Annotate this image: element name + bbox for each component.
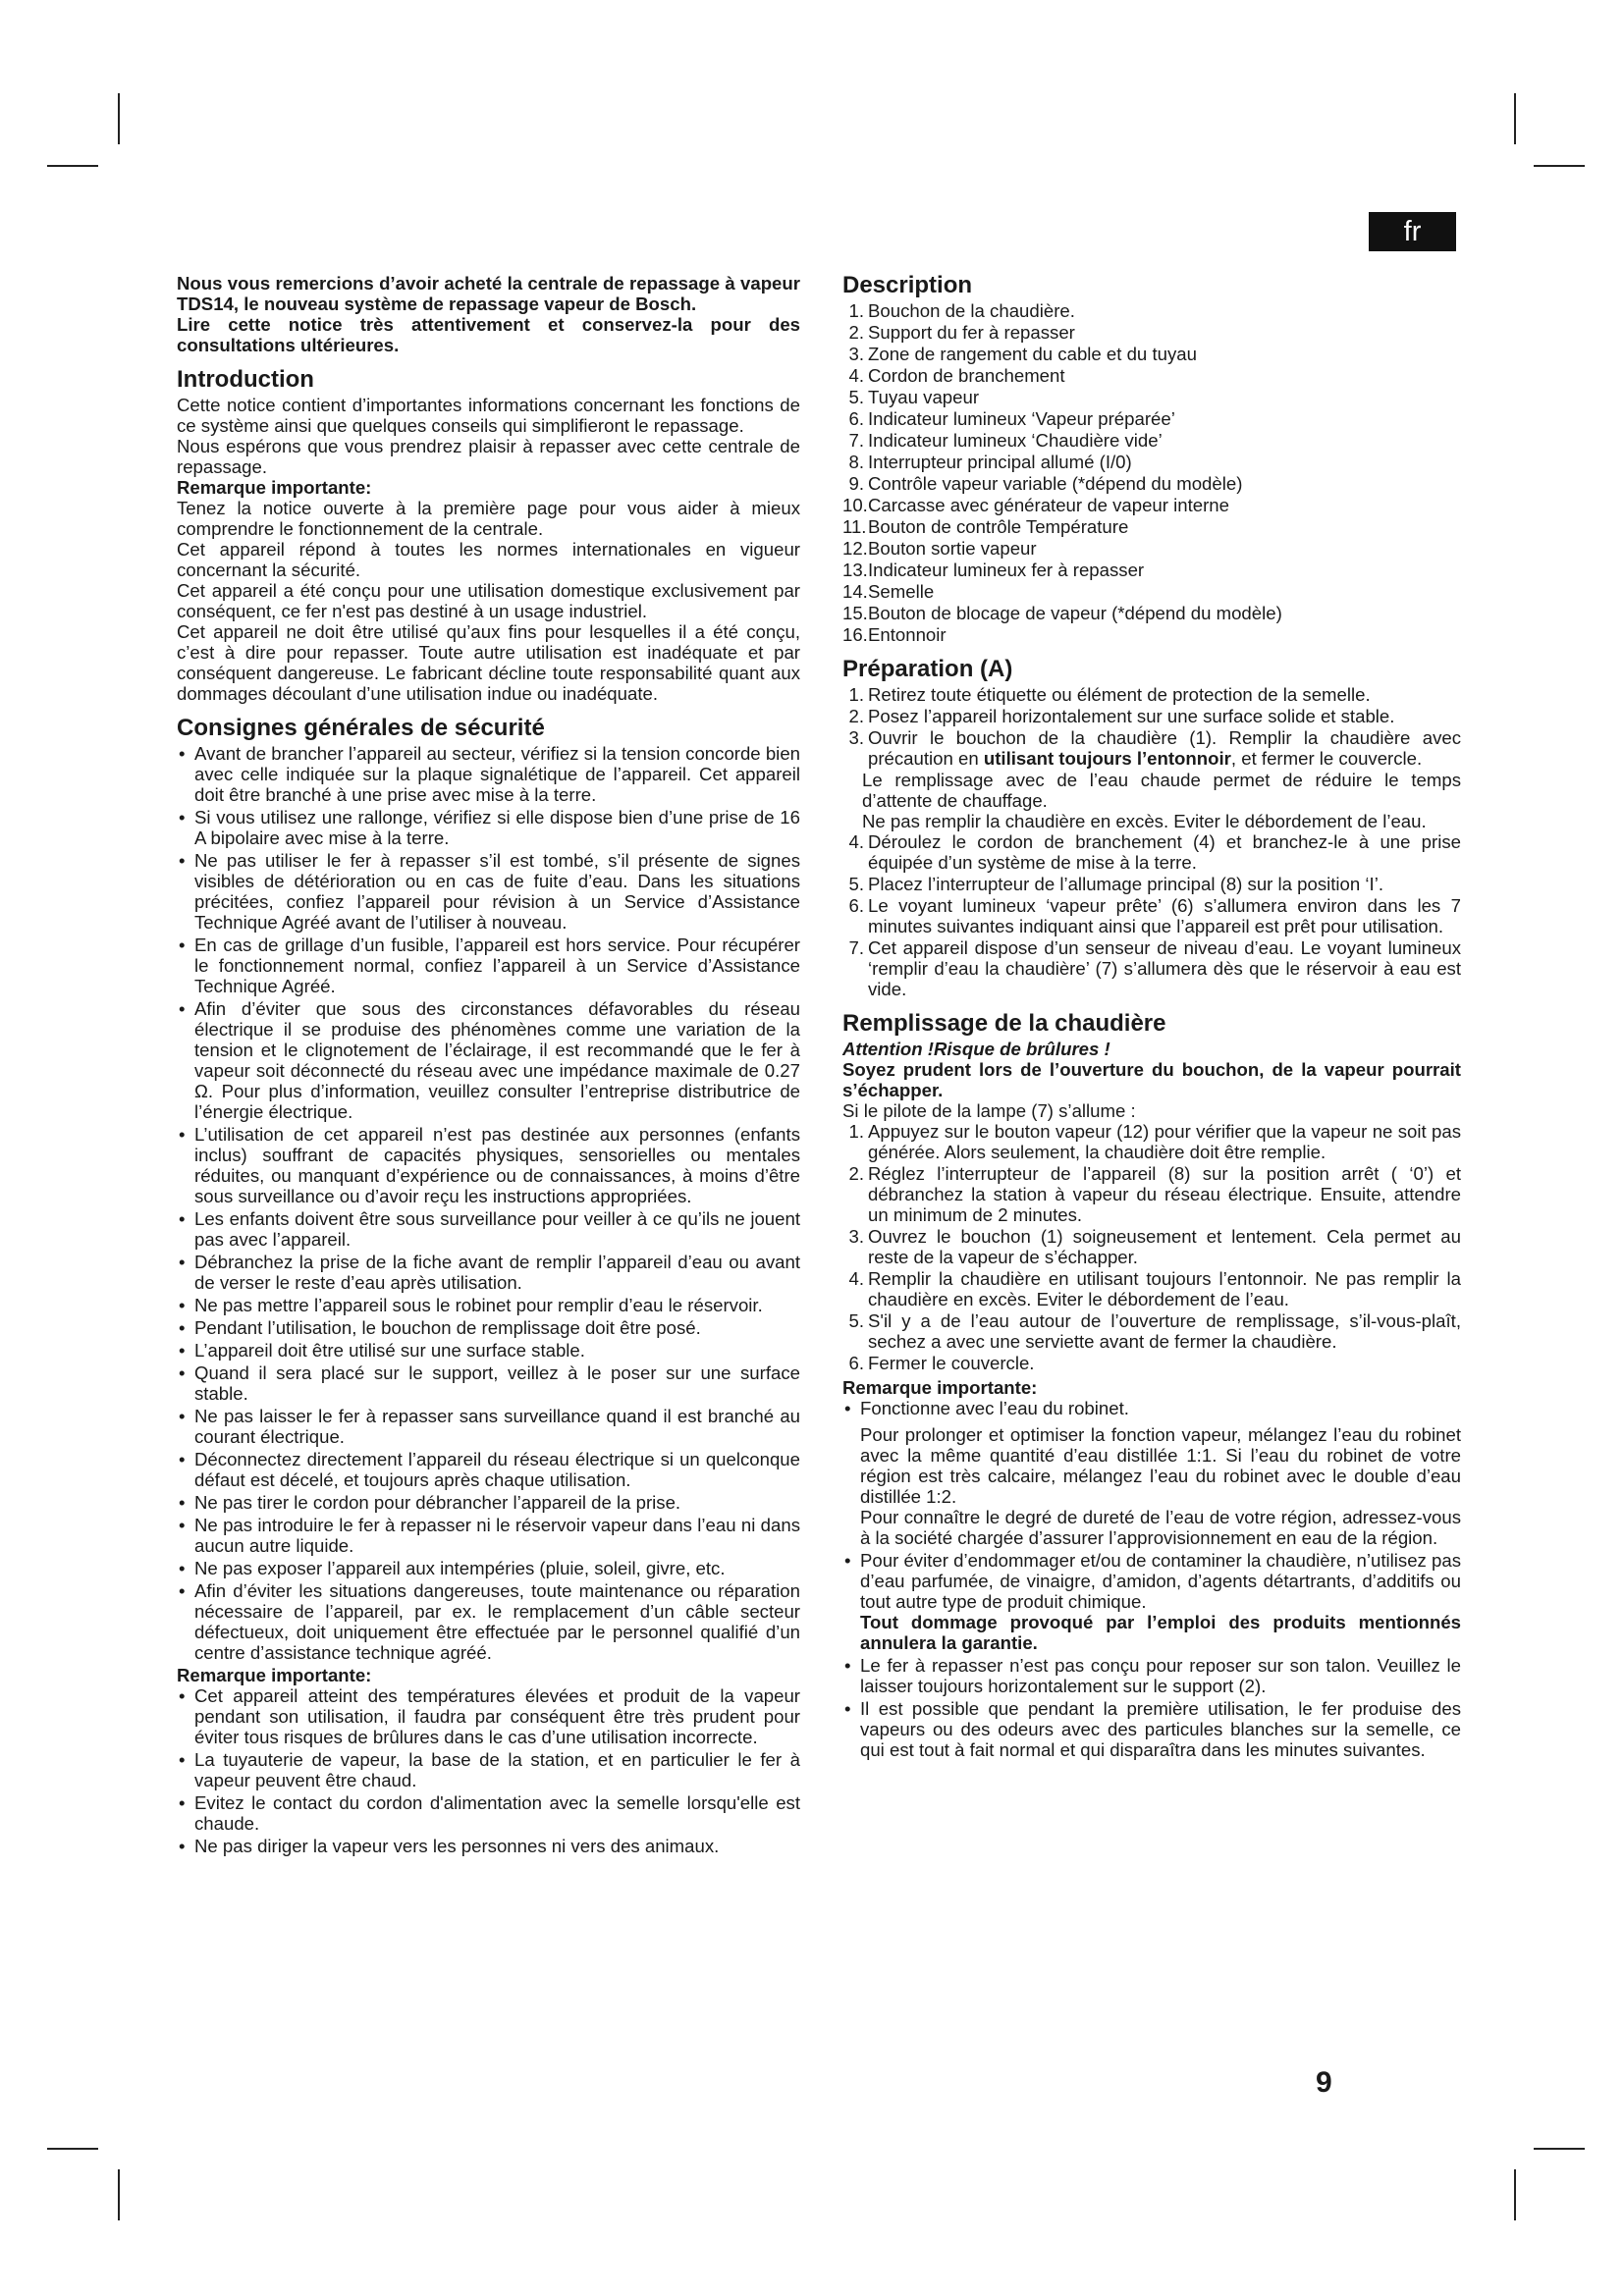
list-item: 1. Appuyez sur le bouton vapeur (12) pour vérifier que la vapeur ne soit pas générée. Alors seulement, la chaudière doit être remplie. bbox=[848, 1121, 1461, 1162]
remark-paragraph: Cet appareil ne doit être utilisé qu’aux fins pour lesquelles il a été conçu, c’est à dire pour repasser. Toute autre utilisation est inadéquate et par conséquent dangereuse. Le fabricant décline toute responsabilité quant aux dommages découlant d’une utilisation indue ou inadéquate. bbox=[177, 621, 800, 704]
filling-list bbox=[842, 1121, 1461, 1373]
list-item: • Les enfants doivent être sous surveillance pour veiller à ce qu’ils ne jouent pas avec l’appareil. bbox=[177, 1208, 800, 1250]
list-item: 7. Cet appareil dispose d’un senseur de niveau d’eau. Le voyant lumineux ‘remplir d’eau la chaudière’ (7) s’allumera dès que le réservoir à eau est vide. bbox=[848, 937, 1461, 999]
list-item: • Ne pas laisser le fer à repasser sans surveillance quand il est branché au courant électrique. bbox=[177, 1406, 800, 1447]
remark-heading: Remarque importante: bbox=[177, 477, 372, 498]
warranty-warning: Tout dommage provoqué par l’emploi des produits mentionnés annulera la garantie. bbox=[860, 1612, 1461, 1653]
list-item: 9. Contrôle vapeur variable (*dépend du modèle) bbox=[848, 473, 1243, 494]
list-item: 12. Bouton sortie vapeur bbox=[842, 538, 1037, 559]
list-item: 7. Indicateur lumineux ‘Chaudière vide’ bbox=[848, 430, 1163, 451]
list-item: 4. Déroulez le cordon de branchement (4) et branchez-le à une prise équipée d’un système de mise à la terre. bbox=[848, 831, 1461, 873]
list-item: • Ne pas mettre l’appareil sous le robinet pour remplir d’eau le réservoir. bbox=[177, 1295, 800, 1315]
remark-list bbox=[177, 1685, 800, 1856]
filling-intro: Si le pilote de la lampe (7) s’allume : bbox=[842, 1100, 1136, 1121]
crop-mark bbox=[47, 2148, 98, 2150]
crop-mark bbox=[1514, 93, 1516, 144]
list-item: • Afin d’éviter les situations dangereuses, toute maintenance ou réparation nécessaire de l’appareil, par ex. le remplacement d’un câble secteur défectueux, doit uniquement être effectuée par le personnel qualifié d’un centre d’assistance technique agréé. bbox=[177, 1580, 800, 1663]
list-item: • Le fer à repasser n’est pas conçu pour reposer sur son talon. Veuillez le laisser toujours horizontalement sur le support (2). bbox=[842, 1655, 1461, 1696]
list-item: 11. Bouton de contrôle Température bbox=[842, 516, 1129, 537]
language-tab: fr bbox=[1369, 212, 1456, 251]
remark-paragraph: Pour prolonger et optimiser la fonction vapeur, mélangez l’eau du robinet avec la même quantité d’eau distillée 1:1. Si l’eau du robinet de votre région est très calcaire, mélangez l’eau du robinet avec le double d’eau distillée 1:2. bbox=[860, 1424, 1461, 1507]
list-item: 3. Ouvrir le bouchon de la chaudière (1). Remplir la chaudière avec précaution en utilisant toujours l’entonnoir, et fermer le couvercle. bbox=[848, 727, 1461, 769]
list-item: 6. Indicateur lumineux ‘Vapeur préparée’ bbox=[848, 408, 1175, 429]
burn-warning: Attention !Risque de brûlures ! bbox=[842, 1039, 1110, 1059]
crop-mark bbox=[1534, 165, 1585, 167]
preparation-list bbox=[842, 684, 1461, 769]
remark-paragraph: Pour connaître le degré de dureté de l’eau de votre région, adressez-vous à la société chargée d’assurer l’approvisionnement en eau de la région. bbox=[860, 1507, 1461, 1548]
list-item: • Evitez le contact du cordon d'alimentation avec la semelle lorsqu'elle est chaude. bbox=[177, 1792, 800, 1834]
list-item: • En cas de grillage d’un fusible, l’appareil est hors service. Pour récupérer le fonctionnement normal, confiez l’appareil à un Service d’Assistance Technique Agréé. bbox=[177, 934, 800, 996]
list-item: 1. Retirez toute étiquette ou élément de protection de la semelle. bbox=[848, 684, 1371, 705]
list-item: • Pour éviter d’endommager et/ou de contaminer la chaudière, n’utilisez pas d’eau parfumée, de vinaigre, d’amidon, d’agents détartrants, d’additifs ou tout autre type de produit chimique. Tout dommage provoqué par l’emploi des produits mentionnés annulera la garantie. bbox=[842, 1550, 1461, 1653]
list-item: 6. Le voyant lumineux ‘vapeur prête’ (6) s’allumera environ dans les 7 minutes suivantes indiquant ainsi que l’appareil est prêt pour utilisation. bbox=[848, 895, 1461, 936]
list-item: 2. Support du fer à repasser bbox=[848, 322, 1075, 343]
page-number: 9 bbox=[1316, 2066, 1332, 2099]
list-item: • Ne pas utiliser le fer à repasser s’il est tombé, s’il présente de signes visibles de détérioration ou en cas de fuite d’eau. Dans les situations précitées, confiez l’appareil pour révision à un Service d’Assistance Technique Agréé avant de l’utiliser à nouveau. bbox=[177, 850, 800, 933]
remark-paragraph: Tenez la notice ouverte à la première page pour vous aider à mieux comprendre le fonctionnement de la centrale. bbox=[177, 498, 800, 539]
list-item: • Fonctionne avec l’eau du robinet. Pour prolonger et optimiser la fonction vapeur, mélangez l’eau du robinet avec la même quantité d’eau distillée 1:1. Si l’eau du robinet de votre région est très calcaire, mélangez l’eau du robinet avec le double d’eau distillée 1:2. Pour connaître le degré de dureté de l’eau de votre région, adressez-vous à la société chargée d’assurer l’approvisionnement en eau de la région. bbox=[842, 1398, 1461, 1548]
crop-mark bbox=[47, 165, 98, 167]
intro-paragraph: Nous espérons que vous prendrez plaisir à repasser avec cette centrale de repassage. bbox=[177, 436, 800, 477]
list-item: • La tuyauterie de vapeur, la base de la station, et en particulier le fer à vapeur peuvent être chaud. bbox=[177, 1749, 800, 1790]
list-item: 3. Ouvrez le bouchon (1) soigneusement et lentement. Cela permet au reste de la vapeur de s’échapper. bbox=[848, 1226, 1461, 1267]
list-item: 14. Semelle bbox=[842, 581, 935, 602]
list-item: • Ne pas introduire le fer à repasser ni le réservoir vapeur dans l’eau ni dans aucun autre liquide. bbox=[177, 1515, 800, 1556]
preparation-note: Ne pas remplir la chaudière en excès. Eviter le débordement de l’eau. bbox=[862, 811, 1427, 831]
list-item: • Cet appareil atteint des températures élevées et produit de la vapeur pendant son utilisation, il faudra par conséquent être très prudent pour éviter tous risques de brûlures dans le cas d’une utilisation incorrecte. bbox=[177, 1685, 800, 1747]
crop-mark bbox=[118, 2169, 120, 2220]
crop-mark bbox=[118, 93, 120, 144]
list-item: 2. Posez l’appareil horizontalement sur une surface solide et stable. bbox=[848, 706, 1395, 726]
list-item: 8. Interrupteur principal allumé (I/0) bbox=[848, 452, 1132, 472]
safety-heading: Consignes générales de sécurité bbox=[177, 715, 545, 741]
list-item: • L’appareil doit être utilisé sur une surface stable. bbox=[177, 1340, 800, 1361]
intro-thanks: Nous vous remercions d’avoir acheté la centrale de repassage à vapeur TDS14, le nouveau système de repassage vapeur de Bosch. bbox=[177, 273, 800, 314]
list-item: 6. Fermer le couvercle. bbox=[848, 1353, 1035, 1373]
introduction-heading: Introduction bbox=[177, 366, 314, 393]
list-item: • Débranchez la prise de la fiche avant de remplir l’appareil d’eau ou avant de verser le reste d’eau après utilisation. bbox=[177, 1252, 800, 1293]
description-heading: Description bbox=[842, 272, 973, 298]
filling-heading: Remplissage de la chaudière bbox=[842, 1010, 1166, 1037]
list-item: 10. Carcasse avec générateur de vapeur interne bbox=[842, 495, 1229, 515]
list-item: 3. Zone de rangement du cable et du tuyau bbox=[848, 344, 1197, 364]
crop-mark bbox=[1534, 2148, 1585, 2150]
crop-mark bbox=[1514, 2169, 1516, 2220]
list-item: 16. Entonnoir bbox=[842, 624, 947, 645]
list-item: • Si vous utilisez une rallonge, vérifiez si elle dispose bien d’une prise de 16 A bipolaire avec mise à la terre. bbox=[177, 807, 800, 848]
list-item: 2. Réglez l’interrupteur de l’appareil (8) sur la position arrêt ( ‘0’) et débranchez la station à vapeur du réseau électrique. Ensuite, attendre un minimum de 2 minutes. bbox=[848, 1163, 1461, 1225]
list-item: • Déconnectez directement l’appareil du réseau électrique si un quelconque défaut est décelé, et toujours après chaque utilisation. bbox=[177, 1449, 800, 1490]
description-list bbox=[842, 300, 1461, 645]
list-item: 4. Remplir la chaudière en utilisant toujours l’entonnoir. Ne pas remplir la chaudière en excès. Eviter le débordement de l’eau. bbox=[848, 1268, 1461, 1309]
steam-warning: Soyez prudent lors de l’ouverture du bouchon, de la vapeur pourrait s’échapper. bbox=[842, 1059, 1461, 1100]
list-item: • Ne pas exposer l’appareil aux intempéries (pluie, soleil, givre, etc. bbox=[177, 1558, 800, 1578]
filling-remark-list bbox=[842, 1398, 1461, 1760]
list-item: 13. Indicateur lumineux fer à repasser bbox=[842, 560, 1145, 580]
remark-paragraph: Cet appareil répond à toutes les normes internationales en vigueur concernant la sécurité. bbox=[177, 539, 800, 580]
list-item: 5. Tuyau vapeur bbox=[848, 387, 980, 407]
remark-heading: Remarque importante: bbox=[842, 1377, 1038, 1398]
intro-paragraph: Cette notice contient d’importantes informations concernant les fonctions de ce système ainsi que quelques conseils qui simplifieront le repassage. bbox=[177, 395, 800, 436]
preparation-note: Le remplissage avec de l’eau chaude permet de réduire le temps d’attente de chauffage. bbox=[862, 770, 1461, 811]
list-item: • Il est possible que pendant la première utilisation, le fer produise des vapeurs ou des odeurs avec des particules blanches sur la semelle, ce qui est tout à fait normal et qui disparaîtra dans les minutes suivantes. bbox=[842, 1698, 1461, 1760]
preparation-heading: Préparation (A) bbox=[842, 656, 1013, 682]
remark-paragraph: Cet appareil a été conçu pour une utilisation domestique exclusivement par conséquent, ce fer n'est pas destiné à un usage industriel. bbox=[177, 580, 800, 621]
preparation-list-cont bbox=[842, 831, 1461, 999]
list-item: • Avant de brancher l’appareil au secteur, vérifiez si la tension concorde bien avec celle indiquée sur la plaque signalétique de l’appareil. Cet appareil doit être branché à une prise avec mise à la terre. bbox=[177, 743, 800, 805]
left-column bbox=[177, 273, 800, 1858]
list-item: 5. Placez l’interrupteur de l’allumage principal (8) sur la position ‘I’. bbox=[848, 874, 1384, 894]
list-item: 5. S'il y a de l’eau autour de l’ouverture de remplissage, s’il-vous-plaît, sechez a avec une serviette avant de fermer la chaudière. bbox=[848, 1310, 1461, 1352]
list-item: • Quand il sera placé sur le support, veillez à le poser sur une surface stable. bbox=[177, 1362, 800, 1404]
right-column bbox=[842, 273, 1461, 1762]
list-item: 4. Cordon de branchement bbox=[848, 365, 1065, 386]
list-item: • Pendant l’utilisation, le bouchon de remplissage doit être posé. bbox=[177, 1317, 800, 1338]
list-item: • Ne pas tirer le cordon pour débrancher l’appareil de la prise. bbox=[177, 1492, 800, 1513]
list-item: 1. Bouchon de la chaudière. bbox=[848, 300, 1075, 321]
safety-list bbox=[177, 743, 800, 1663]
list-item: • L’utilisation de cet appareil n’est pas destinée aux personnes (enfants inclus) souffrant de capacités physiques, sensorielles ou mentales réduites, ou manquant d’expérience ou de connaissances, à moins d’être sous surveillance ou d’avoir reçu les instructions appropriées. bbox=[177, 1124, 800, 1206]
intro-read-notice: Lire cette notice très attentivement et conservez-la pour des consultations ultérieures. bbox=[177, 314, 800, 355]
list-item: • Afin d’éviter que sous des circonstances défavorables du réseau électrique il se produise des phénomènes comme une variation de la tension et le clignotement de l’éclairage, il est recommandé que le fer à vapeur soit déconnecté du réseau avec une impédance maximale de 0.27 Ω. Pour plus d’information, veuillez consulter l’entreprise distributrice de l’énergie électrique. bbox=[177, 998, 800, 1122]
list-item: 15. Bouton de blocage de vapeur (*dépend du modèle) bbox=[842, 603, 1282, 623]
list-item: • Ne pas diriger la vapeur vers les personnes ni vers des animaux. bbox=[177, 1836, 800, 1856]
remark-heading: Remarque importante: bbox=[177, 1665, 372, 1685]
